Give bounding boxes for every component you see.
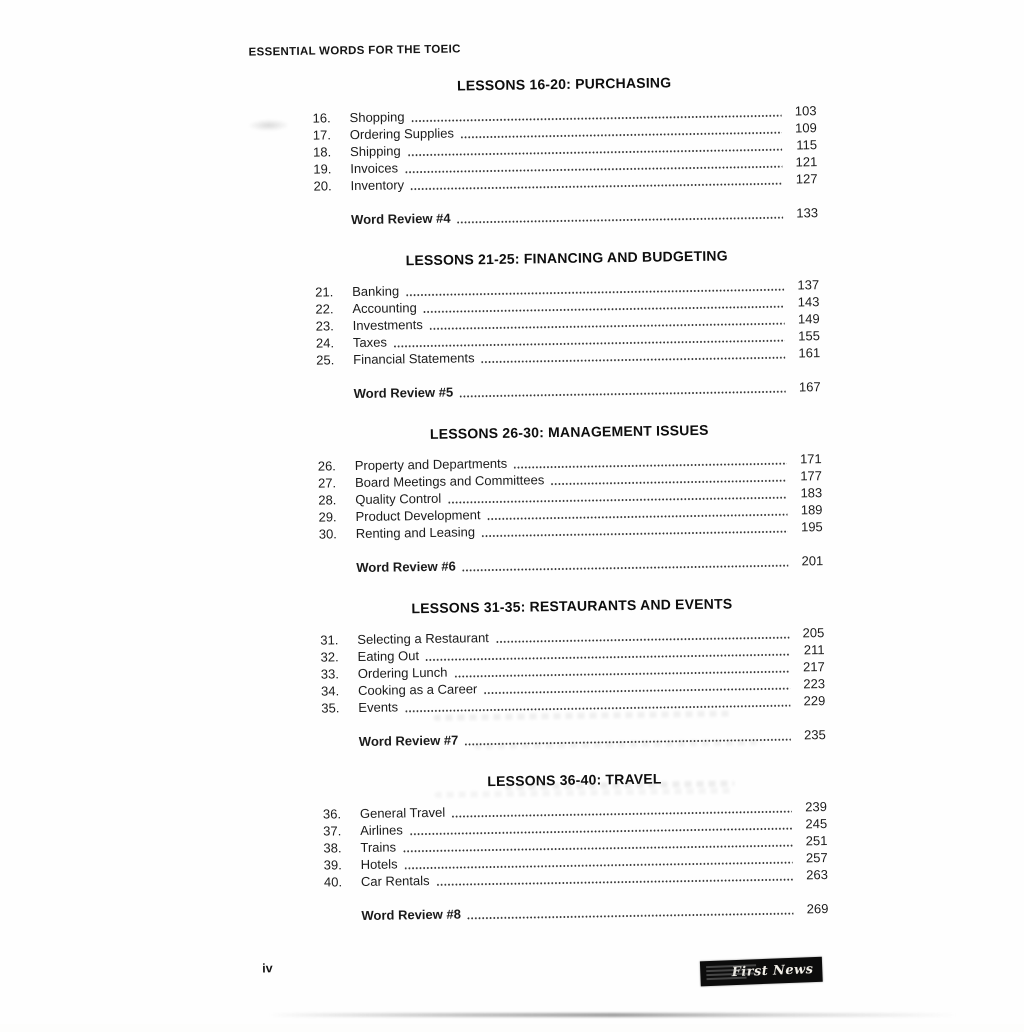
word-review-page: 167	[791, 378, 821, 395]
entry-number: 18.	[313, 143, 350, 161]
entry-title: Ordering Supplies	[350, 124, 461, 143]
stamp-fine-print-lines	[706, 964, 756, 979]
entry-page: 171	[792, 450, 822, 467]
dot-leader	[458, 216, 784, 223]
entry-page: 217	[795, 658, 825, 675]
section-entries	[318, 450, 823, 542]
entry-number: 30.	[319, 525, 356, 543]
dot-leader	[411, 182, 783, 190]
entry-title: Airlines	[360, 821, 410, 839]
review-number-spacer	[322, 746, 359, 747]
dot-leader	[551, 479, 787, 484]
entry-number: 27.	[318, 474, 355, 492]
dot-leader	[468, 912, 794, 919]
entry-number: 36.	[323, 805, 360, 823]
entry-page: 149	[790, 310, 820, 327]
entry-title: General Travel	[360, 804, 453, 822]
entry-number: 19.	[313, 160, 350, 178]
entry-title: Invoices	[350, 159, 405, 177]
publisher-stamp-text: First News	[732, 962, 814, 980]
toc-sections	[312, 72, 828, 924]
entry-number: 28.	[318, 491, 355, 509]
entry-title: Accounting	[352, 299, 424, 317]
entry-page: 223	[795, 675, 825, 692]
entry-page: 251	[797, 832, 827, 849]
entry-page: 239	[797, 798, 827, 815]
entry-number: 34.	[321, 682, 358, 700]
entry-number: 31.	[320, 631, 357, 649]
toc-section	[312, 72, 818, 228]
section-entries	[320, 624, 825, 716]
entry-title: Car Rentals	[361, 872, 437, 890]
section-heading: LESSONS 21-25: FINANCING AND BUDGETING	[315, 246, 819, 270]
section-heading: LESSONS 36-40: TRAVEL	[322, 768, 826, 792]
word-review-row	[314, 204, 818, 228]
entry-number: 38.	[323, 839, 360, 857]
entry-number: 29.	[318, 508, 355, 526]
entry-page: 257	[798, 849, 828, 866]
entry-title: Eating Out	[357, 647, 426, 665]
entry-page: 109	[787, 119, 817, 136]
entry-page: 229	[795, 692, 825, 709]
scan-smudge	[248, 119, 290, 132]
running-header: ESSENTIAL WORDS FOR THE TOEIC	[249, 43, 461, 58]
entry-number: 23.	[316, 317, 353, 335]
entry-number: 22.	[315, 300, 352, 318]
dot-leader	[482, 530, 788, 537]
entry-number: 39.	[324, 856, 361, 874]
word-review-title: Word Review #4	[351, 209, 458, 228]
entry-page: 189	[792, 501, 822, 518]
page-number: iv	[262, 961, 273, 975]
dot-leader	[463, 564, 789, 571]
word-review-row	[317, 378, 821, 402]
word-review-title: Word Review #6	[356, 557, 463, 576]
entry-page: 143	[789, 293, 819, 310]
entry-number: 21.	[315, 283, 352, 301]
entry-page: 121	[787, 153, 817, 170]
section-entries	[315, 276, 820, 368]
entry-number: 32.	[320, 648, 357, 666]
review-number-spacer	[319, 572, 356, 573]
entry-page: 137	[789, 276, 819, 293]
review-number-spacer	[317, 398, 354, 399]
entry-title: Inventory	[350, 176, 411, 194]
section-heading: LESSONS 16-20: PURCHASING	[312, 72, 816, 96]
entry-page: 263	[798, 866, 828, 883]
section-entries	[323, 798, 828, 890]
entry-title: Cooking as a Career	[358, 680, 484, 699]
entry-title: Selecting a Restaurant	[357, 629, 496, 648]
entry-page: 211	[794, 641, 824, 658]
table-of-contents	[312, 72, 828, 924]
entry-page: 245	[797, 815, 827, 832]
entry-number: 17.	[313, 126, 350, 144]
entry-page: 155	[790, 327, 820, 344]
entry-page: 177	[792, 467, 822, 484]
entry-title: Property and Departments	[355, 455, 515, 474]
word-review-title: Word Review #8	[361, 905, 468, 924]
word-review-title: Word Review #7	[359, 731, 466, 750]
toc-section	[317, 420, 823, 576]
entry-page: 195	[793, 518, 823, 535]
entry-page: 205	[794, 624, 824, 641]
word-review-title: Word Review #5	[354, 383, 461, 402]
entry-number: 25.	[316, 351, 353, 369]
entry-title: Events	[358, 698, 405, 716]
word-review-page: 269	[798, 900, 828, 917]
section-entries	[312, 102, 817, 194]
entry-page: 115	[787, 136, 817, 153]
word-review-page: 133	[788, 204, 818, 221]
entry-title: Investments	[353, 316, 430, 334]
entry-title: Product Development	[355, 506, 487, 525]
section-heading: LESSONS 26-30: MANAGEMENT ISSUES	[317, 420, 821, 444]
page-edge-shadow	[268, 1013, 958, 1017]
word-review-row	[319, 552, 823, 576]
entry-title: Ordering Lunch	[358, 664, 455, 682]
dot-leader	[437, 878, 793, 885]
entry-title: Banking	[352, 282, 406, 300]
entry-number: 33.	[321, 665, 358, 683]
entry-page: 103	[786, 102, 816, 119]
word-review-page: 201	[793, 552, 823, 569]
entry-title: Financial Statements	[353, 349, 482, 368]
entry-number: 20.	[313, 177, 350, 195]
entry-title: Renting and Leasing	[356, 523, 483, 542]
entry-number: 24.	[316, 334, 353, 352]
entry-page: 183	[792, 484, 822, 501]
entry-page: 161	[790, 344, 820, 361]
review-number-spacer	[325, 920, 362, 921]
toc-section	[315, 246, 821, 402]
entry-title: Board Meetings and Committees	[355, 471, 552, 491]
entry-title: Hotels	[361, 855, 405, 873]
entry-title: Shipping	[350, 142, 408, 160]
entry-title: Shopping	[349, 108, 411, 126]
entry-title: Taxes	[353, 333, 394, 351]
entry-page: 127	[787, 170, 817, 187]
review-number-spacer	[314, 224, 351, 225]
entry-number: 26.	[318, 457, 355, 475]
entry-title: Trains	[360, 838, 403, 856]
dot-leader	[482, 356, 786, 363]
section-heading: LESSONS 31-35: RESTAURANTS AND EVENTS	[320, 594, 824, 618]
entry-number: 35.	[321, 699, 358, 717]
entry-number: 40.	[324, 873, 361, 891]
toc-section	[320, 594, 826, 750]
word-review-row	[324, 900, 828, 924]
word-review-page: 235	[796, 726, 826, 743]
entry-title: Quality Control	[355, 490, 448, 508]
entry-number: 16.	[312, 109, 349, 127]
entry-number: 37.	[323, 822, 360, 840]
dot-leader	[460, 390, 786, 397]
publisher-stamp	[700, 957, 823, 987]
